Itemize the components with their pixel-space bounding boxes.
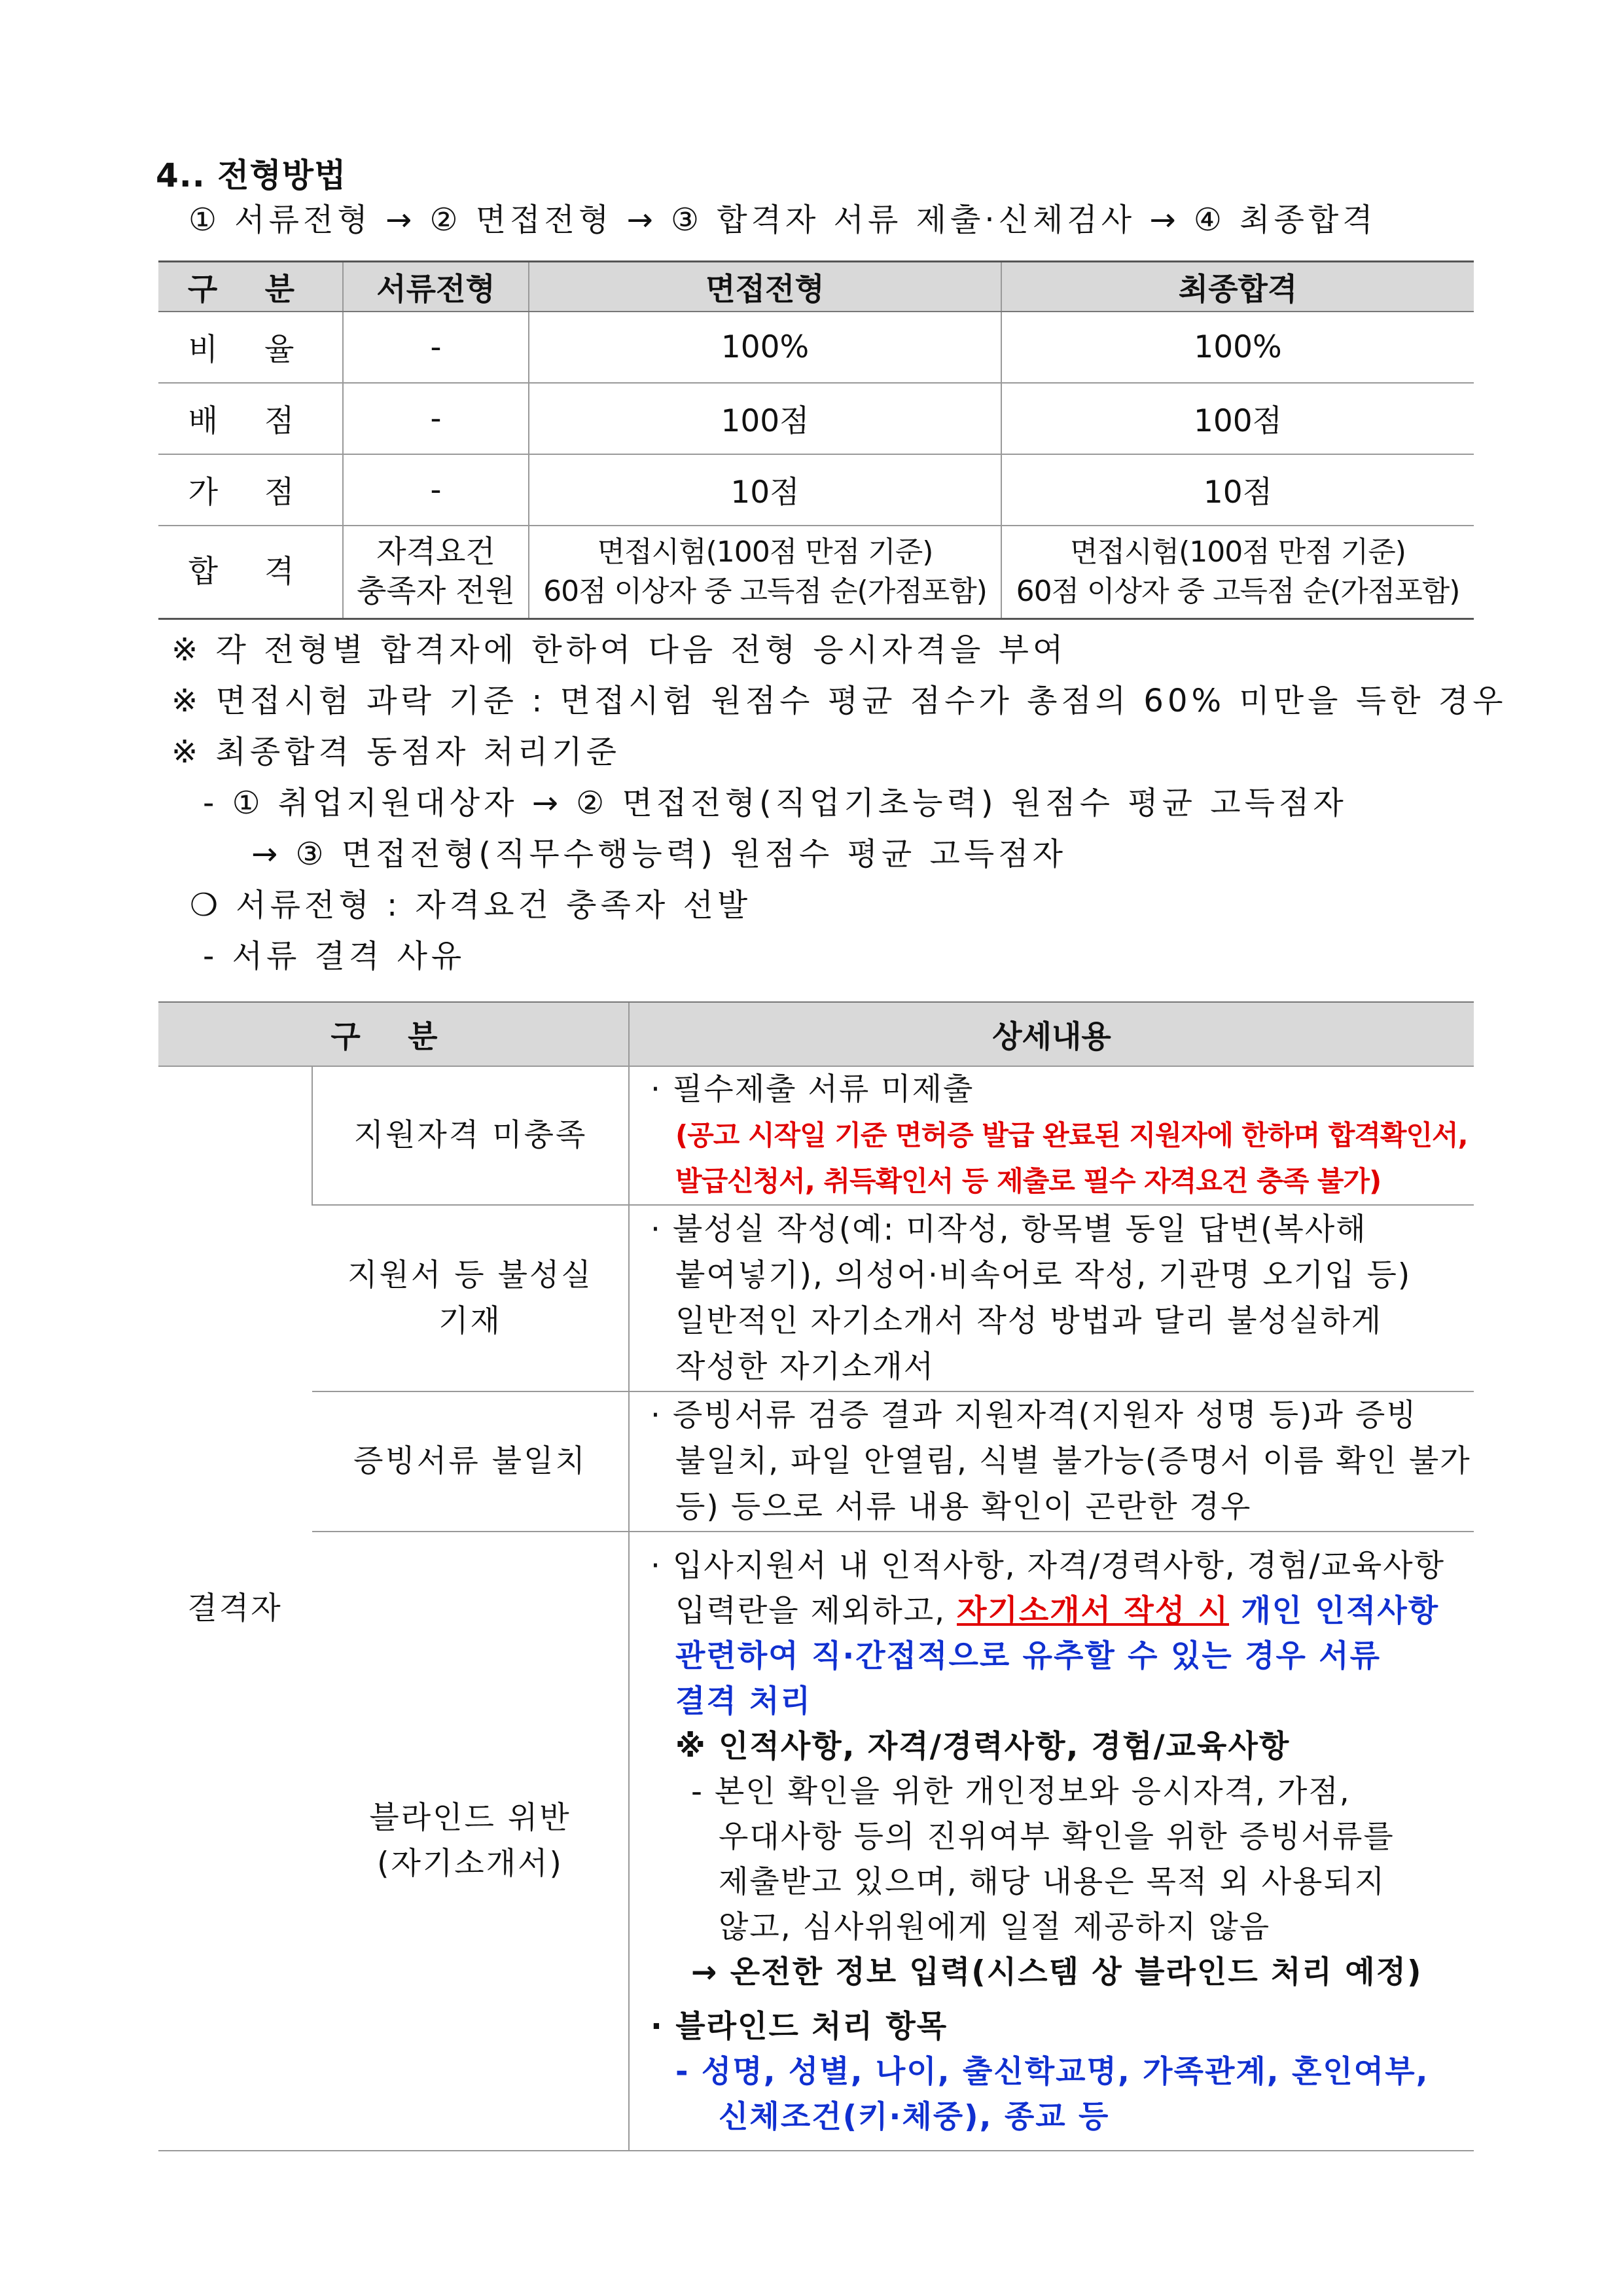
table-row — [158, 1391, 1474, 1532]
cell-final: 면접시험(100점 만점 기준) 60점 이상자 중 고득점 순(가점포함) — [1001, 526, 1474, 619]
header-final: 최종합격 — [1001, 262, 1474, 312]
table-row — [158, 454, 1474, 526]
note-line: ※ 면접시험 과락 기준 : 면접시험 원점수 평균 점수가 총점의 60% 미만을 득한 경우 — [171, 683, 1507, 719]
header-category: 구 분 — [158, 262, 343, 312]
note-line: ※ 최종합격 동점자 처리기준 — [171, 734, 621, 770]
score-table-header — [158, 262, 1474, 312]
table-row — [158, 312, 1474, 383]
row-detail: · 증빙서류 검증 결과 지원자격(지원자 성명 등)과 증빙 불일치, 파일 안열림, 식별 불가능(증명서 이름 확인 불가 등) 등으로 서류 내용 확인이 곤란한 경우 — [629, 1391, 1474, 1532]
table-row — [158, 383, 1474, 454]
table-row — [158, 1205, 1474, 1391]
note-line: - 서류 결격 사유 — [203, 938, 466, 975]
cell-document: - — [343, 383, 529, 454]
row-category: 지원자격 미충족 — [312, 1066, 629, 1205]
table-row — [158, 1532, 1474, 2151]
row-detail: · 입사지원서 내 인적사항, 자격/경력사항, 경험/교육사항 입력란을 제외하고, 자기소개서 작성 시 개인 인적사항 관련하여 직·간접적으로 유추할 수 있는 경우 서류 결격 처리 ※ 인적사항, 자격/경력사항, 경험/교육사항 - 본인 확인을 위한 개인정보와 응시자격, 가점, 우대사항 등의 진위여부 확인을 위한 증빙서류를 제출받고 있으며, 해당 내용은 목적 외 사용되지 않고, 심사위원에게 일절 제공하지 않음 → 온전한 정보 입력(시스템 상 블라인드 처리 예정) · 블라인드 처리 항목 - 성명, 성별, 나이, 출신학교명, 가족관계, 혼인여부, 신체조건(키·체중), 종교 등 — [629, 1532, 1474, 2151]
note-line: ❍ 서류전형 : 자격요건 충족자 선발 — [190, 887, 752, 924]
cell-final: 10점 — [1001, 454, 1474, 526]
note-line: - ① 취업지원대상자 → ② 면접전형(직업기초능력) 원점수 평균 고득점자 — [203, 785, 1347, 821]
process-flow: ① 서류전형 → ② 면접전형 → ③ 합격자 서류 제출·신체검사 → ④ 최종합격 — [188, 202, 1377, 238]
cell-document: - — [343, 454, 529, 526]
disqualification-table — [158, 1001, 1474, 2151]
row-label: 배 점 — [158, 383, 343, 454]
cell-interview: 면접시험(100점 만점 기준) 60점 이상자 중 고득점 순(가점포함) — [529, 526, 1001, 619]
row-category: 블라인드 위반 (자기소개서) — [312, 1532, 629, 2151]
cell-interview: 10점 — [529, 454, 1001, 526]
cell-document: - — [343, 312, 529, 383]
row-detail: · 불성실 작성(예: 미작성, 항목별 동일 답변(복사해 붙여넣기), 의성어·비속어로 작성, 기관명 오기입 등) 일반적인 자기소개서 작성 방법과 달리 불성실하게 작성한 자기소개서 — [629, 1205, 1474, 1391]
table-row — [158, 1066, 1474, 1205]
row-category: 증빙서류 불일치 — [312, 1391, 629, 1532]
group-label: 결격자 — [158, 1066, 312, 2151]
cell-final: 100점 — [1001, 383, 1474, 454]
disqual-table-header — [158, 1002, 1474, 1066]
row-detail: · 필수제출 서류 미제출 (공고 시작일 기준 면허증 발급 완료된 지원자에 한하며 합격확인서, 발급신청서, 취득확인서 등 제출로 필수 자격요건 충족 불가) — [629, 1066, 1474, 1205]
header-detail: 상세내용 — [629, 1002, 1474, 1066]
section-heading: 4.. 전형방법 — [156, 156, 347, 194]
cell-interview: 100점 — [529, 383, 1001, 454]
header-interview: 면접전형 — [529, 262, 1001, 312]
highlight-self-intro: 자기소개서 작성 시 — [957, 1592, 1230, 1629]
row-label: 가 점 — [158, 454, 343, 526]
cell-final: 100% — [1001, 312, 1474, 383]
row-category: 지원서 등 불성실 기재 — [312, 1205, 629, 1391]
cell-interview: 100% — [529, 312, 1001, 383]
row-label: 합 격 — [158, 526, 343, 619]
header-category: 구 분 — [158, 1002, 629, 1066]
note-line: → ③ 면접전형(직무수행능력) 원점수 평균 고득점자 — [251, 836, 1067, 872]
note-line: ※ 각 전형별 합격자에 한하여 다음 전형 응시자격을 부여 — [171, 632, 1067, 668]
row-label: 비 율 — [158, 312, 343, 383]
score-table — [158, 260, 1474, 620]
cell-document: 자격요건 충족자 전원 — [343, 526, 529, 619]
table-row — [158, 526, 1474, 619]
header-document: 서류전형 — [343, 262, 529, 312]
